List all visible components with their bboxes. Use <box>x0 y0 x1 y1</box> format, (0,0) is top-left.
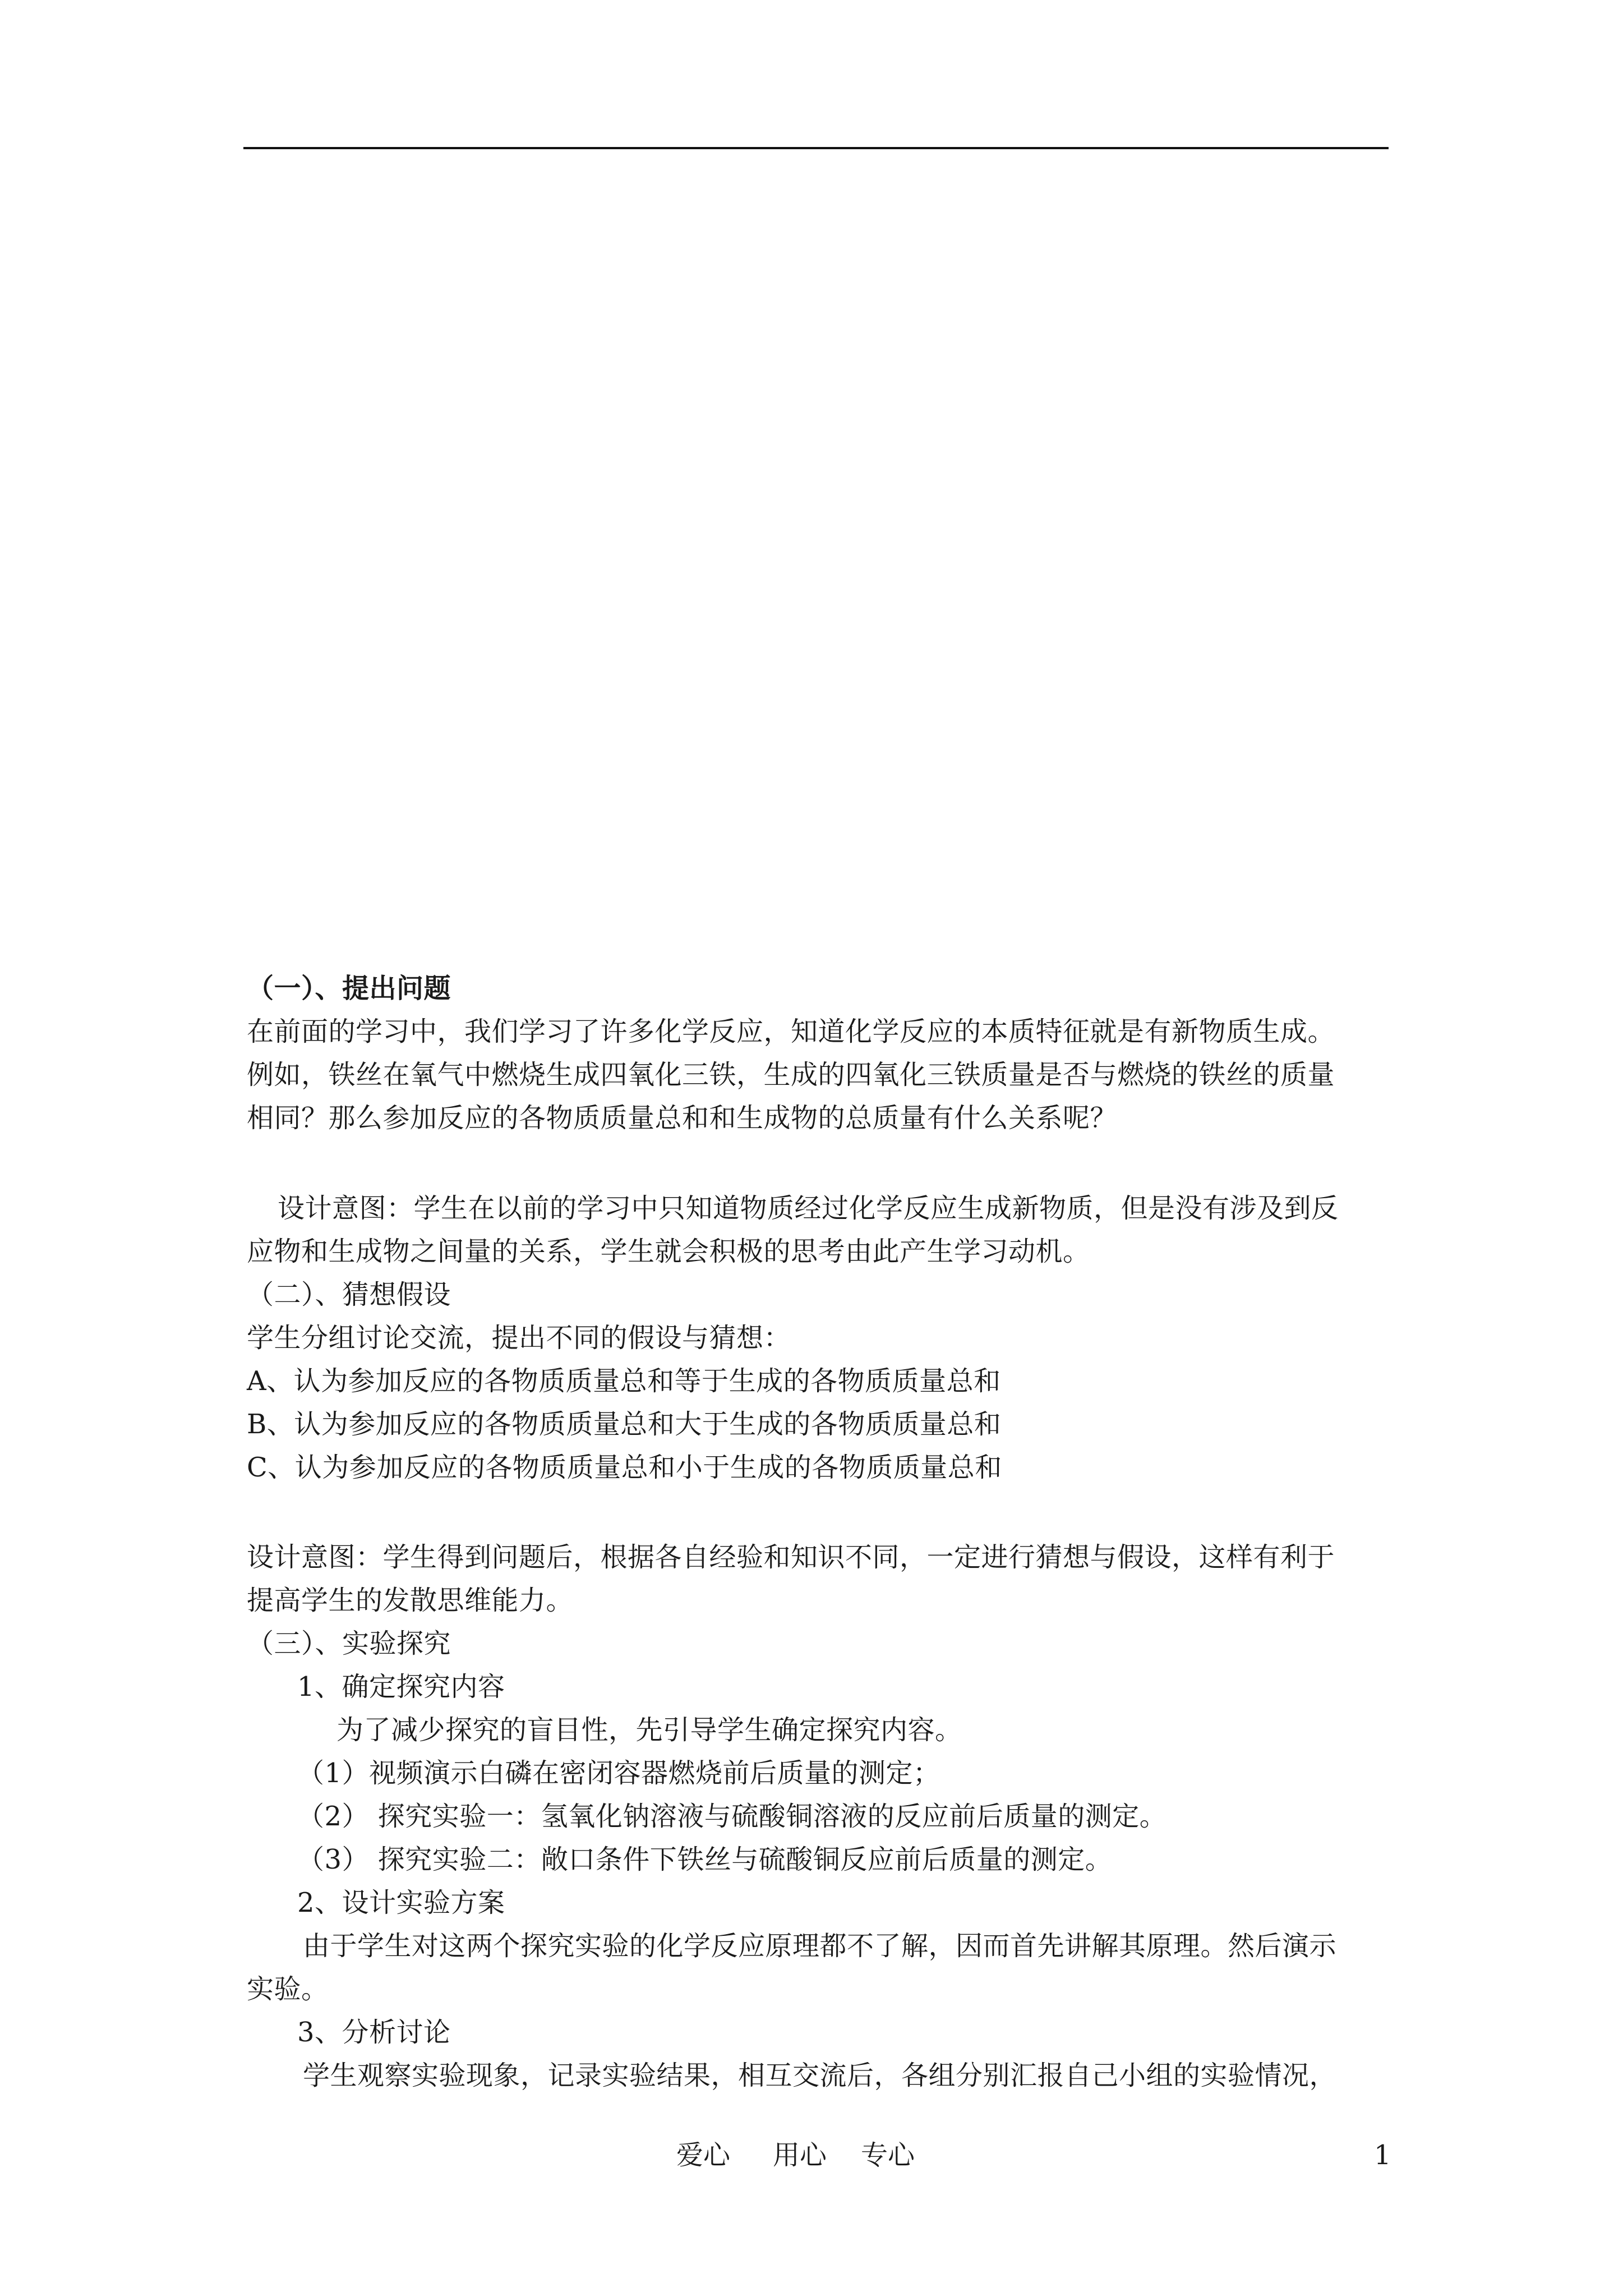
paragraph-line: 在前面的学习中，我们学习了许多化学反应，知道化学反应的本质特征就是有新物质生成。 <box>247 1016 1335 1047</box>
paragraph-line: 为了减少探究的盲目性，先引导学生确定探究内容。 <box>336 1714 962 1746</box>
footer-motto-love: 爱心 <box>676 2139 731 2171</box>
design-intent-line: 设计意图：学生在以前的学习中只知道物质经过化学反应生成新物质，但是没有涉及到反 <box>278 1193 1339 1224</box>
hypothesis-option-b: B、认为参加反应的各物质质量总和大于生成的各物质质量总和 <box>247 1409 1002 1440</box>
footer-motto-care: 用心 <box>773 2139 827 2171</box>
design-intent-line: 设计意图：学生得到问题后，根据各自经验和知识不同，一定进行猜想与假设，这样有利于 <box>247 1542 1335 1573</box>
design-intent-line: 提高学生的发散思维能力。 <box>247 1585 574 1616</box>
paragraph-line: 学生观察实验现象，记录实验结果，相互交流后，各组分别汇报自己小组的实验情况， <box>303 2060 1337 2091</box>
footer-motto-focus: 专心 <box>861 2139 915 2171</box>
paragraph-line: 相同？那么参加反应的各物质质量总和和生成物的总质量有什么关系呢？ <box>247 1102 1118 1134</box>
step-title-3: 3、分析讨论 <box>297 2017 451 2048</box>
hypothesis-option-a: A、认为参加反应的各物质质量总和等于生成的各物质质量总和 <box>247 1365 1001 1397</box>
step-title-2: 2、设计实验方案 <box>297 1887 505 1918</box>
header-rule <box>243 147 1389 149</box>
experiment-item-3: （3） 探究实验二：敞口条件下铁丝与硫酸铜反应前后质量的测定。 <box>297 1844 1113 1875</box>
hypothesis-option-c: C、认为参加反应的各物质质量总和小于生成的各物质质量总和 <box>247 1452 1002 1483</box>
experiment-item-1: （1）视频演示白磷在密闭容器燃烧前后质量的测定； <box>297 1757 940 1789</box>
step-title-1: 1、确定探究内容 <box>297 1671 505 1703</box>
section-heading-2: （二）、猜想假设 <box>247 1279 451 1310</box>
experiment-item-2: （2） 探究实验一：氢氧化钠溶液与硫酸铜溶液的反应前后质量的测定。 <box>297 1801 1167 1832</box>
paragraph-line: 由于学生对这两个探究实验的化学反应原理都不了解，因而首先讲解其原理。然后演示 <box>303 1930 1337 1962</box>
paragraph-line: 学生分组讨论交流，提出不同的假设与猜想： <box>247 1322 791 1354</box>
paragraph-line: 例如，铁丝在氧气中燃烧生成四氧化三铁，生成的四氧化三铁质量是否与燃烧的铁丝的质量 <box>247 1059 1335 1091</box>
section-heading-3: （三）、实验探究 <box>247 1628 451 1659</box>
design-intent-line: 应物和生成物之间量的关系，学生就会积极的思考由此产生学习动机。 <box>247 1236 1090 1267</box>
section-heading-1: （一）、提出问题 <box>247 973 451 1004</box>
page-number: 1 <box>1374 2139 1391 2171</box>
paragraph-line: 实验。 <box>247 1973 329 2005</box>
